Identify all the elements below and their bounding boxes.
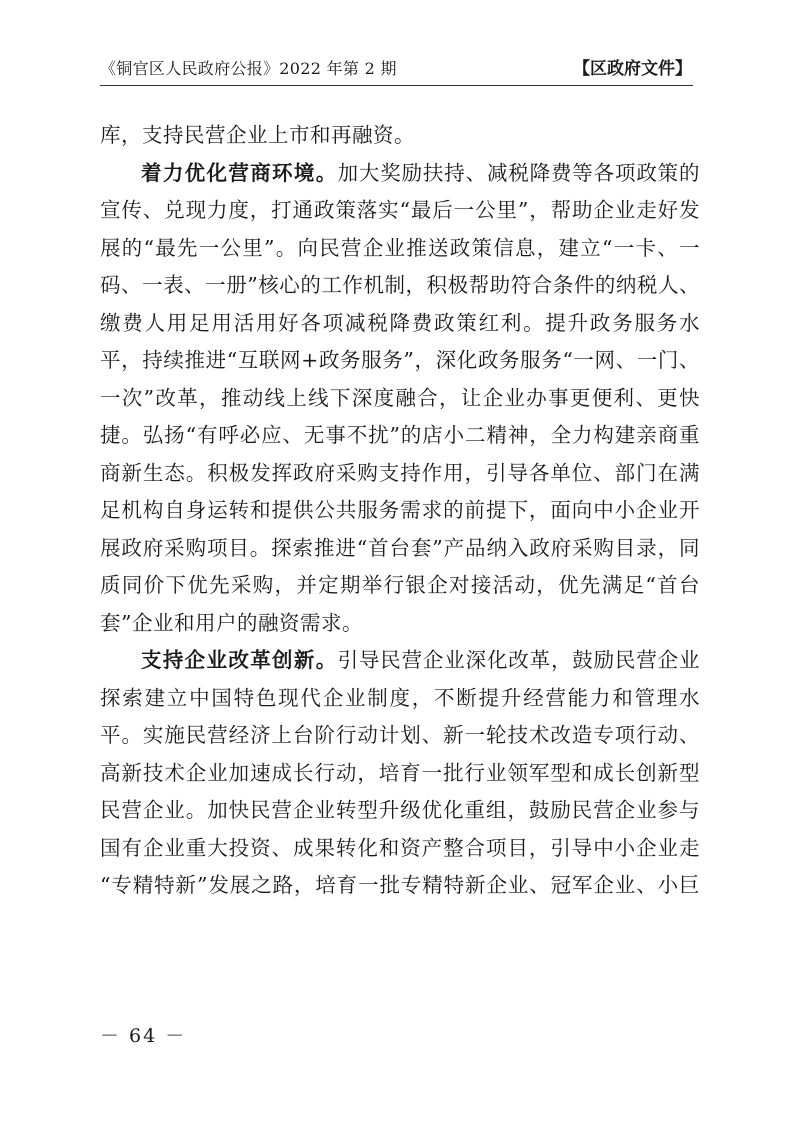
text-line: 加大奖励扶持、减税降费等各项政策的 xyxy=(337,160,701,185)
text-line: 码、一表、一册”核心的工作机制，积极帮助符合条件的纳税人、 xyxy=(100,273,700,297)
text-line: 引导民营企业深化改革，鼓励民营企业 xyxy=(337,648,701,672)
text-line: 平。实施民营经济上台阶行动计划、新一轮技术改造专项行动、 xyxy=(100,723,700,747)
text-line: 库，支持民营企业上市和再融资。 xyxy=(100,123,415,147)
page-number: － 64 － xyxy=(100,1025,187,1047)
text-line: 商新生态。积极发挥政府采购支持作用，引导各单位、部门在满 xyxy=(100,460,700,485)
text-line: 平，持续推进“互联网+政务服务”，深化政务服务“一网、一门、 xyxy=(100,348,700,372)
text-line: 高新技术企业加速成长行动，培育一批行业领军型和成长创新型 xyxy=(100,760,700,785)
text-line: 探索建立中国特色现代企业制度，不断提升经营能力和管理水 xyxy=(100,685,700,710)
paragraph-support-reform xyxy=(100,642,700,680)
text-line: 展的“最先一公里”。向民营企业推送政策信息，建立“一卡、一 xyxy=(100,235,700,260)
section-label: 【区政府文件】 xyxy=(573,59,692,79)
body-text xyxy=(100,117,700,905)
text-line: 一次”改革，推动线上线下深度融合，让企业办事更便利、更快 xyxy=(100,385,700,410)
text-line: “专精特新”发展之路，培育一批专精特新企业、冠军企业、小巨 xyxy=(100,873,700,897)
publication-title: 《铜官区人民政府公报》2022 年第 2 期 xyxy=(100,59,397,78)
text-line: 足机构自身运转和提供公共服务需求的前提下，面向中小企业开 xyxy=(100,498,700,522)
page-header xyxy=(100,58,692,84)
text-line: 宣传、兑现力度，打通政策落实“最后一公里”，帮助企业走好发 xyxy=(100,198,700,222)
text-line: 展政府采购项目。探索推进“首台套”产品纳入政府采购目录，同 xyxy=(100,535,700,560)
paragraph-lead: 支持企业改革创新。 xyxy=(141,648,338,672)
text-line: 民营企业。加快民营企业转型升级优化重组，鼓励民营企业参与 xyxy=(100,798,700,822)
paragraph-lead: 着力优化营商环境。 xyxy=(141,160,338,185)
text-line: 缴费人用足用活用好各项减税降费政策红利。提升政务服务水 xyxy=(100,310,700,335)
text-line: 质同价下优先采购，并定期举行银企对接活动，优先满足“首台 xyxy=(100,573,700,597)
header-divider xyxy=(100,85,693,86)
paragraph-optimize-environment xyxy=(100,155,700,193)
text-line: 捷。弘扬“有呼必应、无事不扰”的店小二精神，全力构建亲商重 xyxy=(100,423,700,447)
text-line: 国有企业重大投资、成果转化和资产整合项目，引导中小企业走 xyxy=(100,835,700,860)
text-line: 套”企业和用户的融资需求。 xyxy=(100,610,363,635)
